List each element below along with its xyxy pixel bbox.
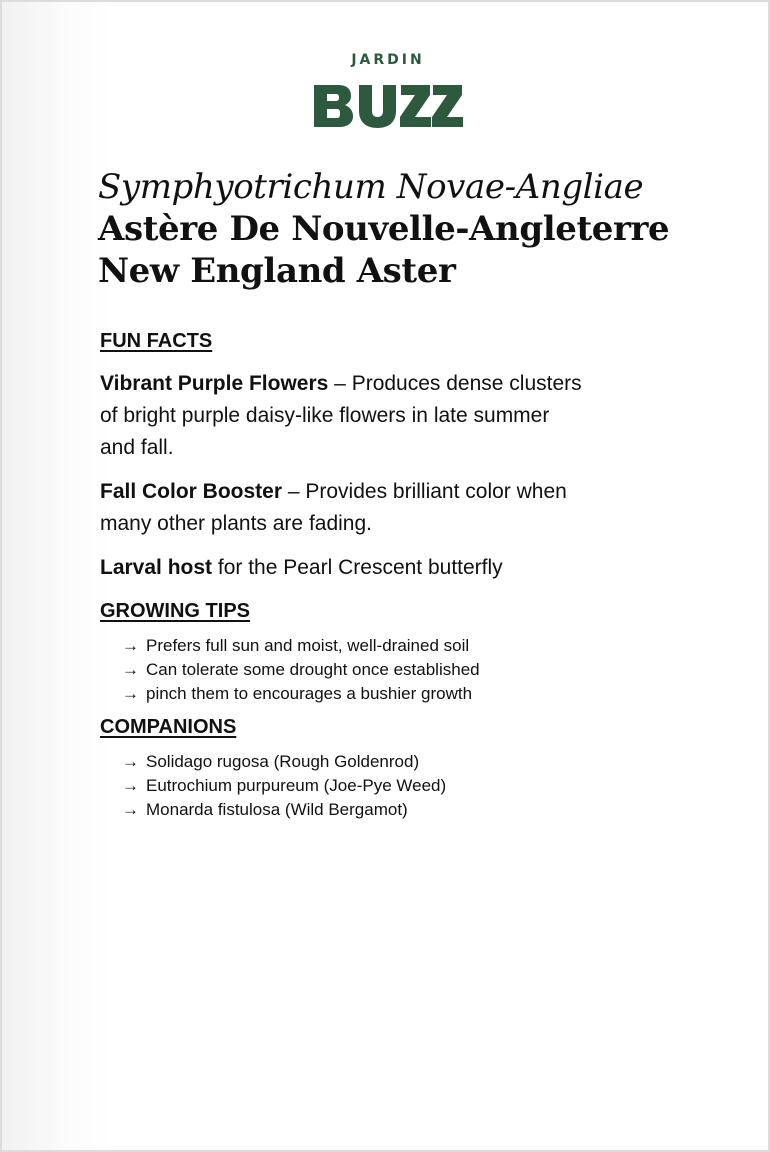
fact-text: and fall. xyxy=(100,436,174,459)
jardin-buzz-logo xyxy=(308,50,468,132)
list-item: → pinch them to encourages a bushier growth xyxy=(122,682,660,706)
arrow-right-icon: → xyxy=(122,800,139,819)
growing-tips-list xyxy=(100,634,660,706)
fact-title: Fall Color Booster xyxy=(100,480,283,503)
fact-text: of bright purple daisy-like flowers in late summer xyxy=(100,404,550,427)
growing-tips-heading: GROWING TIPS xyxy=(100,600,250,622)
companions-heading: COMPANIONS xyxy=(100,716,237,738)
plant-titles xyxy=(98,166,738,292)
arrow-right-icon: → xyxy=(122,776,139,795)
arrow-right-icon: → xyxy=(122,752,139,771)
list-item: → Eutrochium purpureum (Joe-Pye Weed) xyxy=(122,774,660,798)
fact-fall-color-booster xyxy=(100,476,660,540)
companions-list xyxy=(100,750,660,822)
plant-info xyxy=(100,328,660,822)
arrow-right-icon: → xyxy=(122,684,139,703)
arrow-right-icon: → xyxy=(122,660,139,679)
fact-text: for the Pearl Crescent butterfly xyxy=(212,556,503,579)
english-name: New England Aster xyxy=(98,251,456,291)
latin-name: Symphyotrichum Novae-Angliae xyxy=(98,167,644,207)
fun-facts-heading: FUN FACTS xyxy=(100,330,213,352)
list-item: → Solidago rugosa (Rough Goldenrod) xyxy=(122,750,660,774)
list-item: → Prefers full sun and moist, well-drained soil xyxy=(122,634,660,658)
fact-text: – Produces dense clusters xyxy=(328,372,582,395)
fact-title: Vibrant Purple Flowers xyxy=(100,372,329,395)
french-name: Astère De Nouvelle-Angleterre xyxy=(98,209,670,249)
fact-title: Larval host xyxy=(100,556,213,579)
list-item: → Can tolerate some drought once established xyxy=(122,658,660,682)
fact-vibrant-purple-flowers xyxy=(100,368,660,464)
arrow-right-icon: → xyxy=(122,636,139,655)
fact-text: – Provides brilliant color when xyxy=(282,480,567,503)
document-page xyxy=(2,2,768,1150)
list-item: → Monarda fistulosa (Wild Bergamot) xyxy=(122,798,660,822)
logo-jardin-text: JARDIN xyxy=(351,52,425,68)
fact-larval-host xyxy=(100,552,660,584)
fact-text: many other plants are fading. xyxy=(100,512,372,535)
logo-buzz-wordmark xyxy=(312,80,464,130)
